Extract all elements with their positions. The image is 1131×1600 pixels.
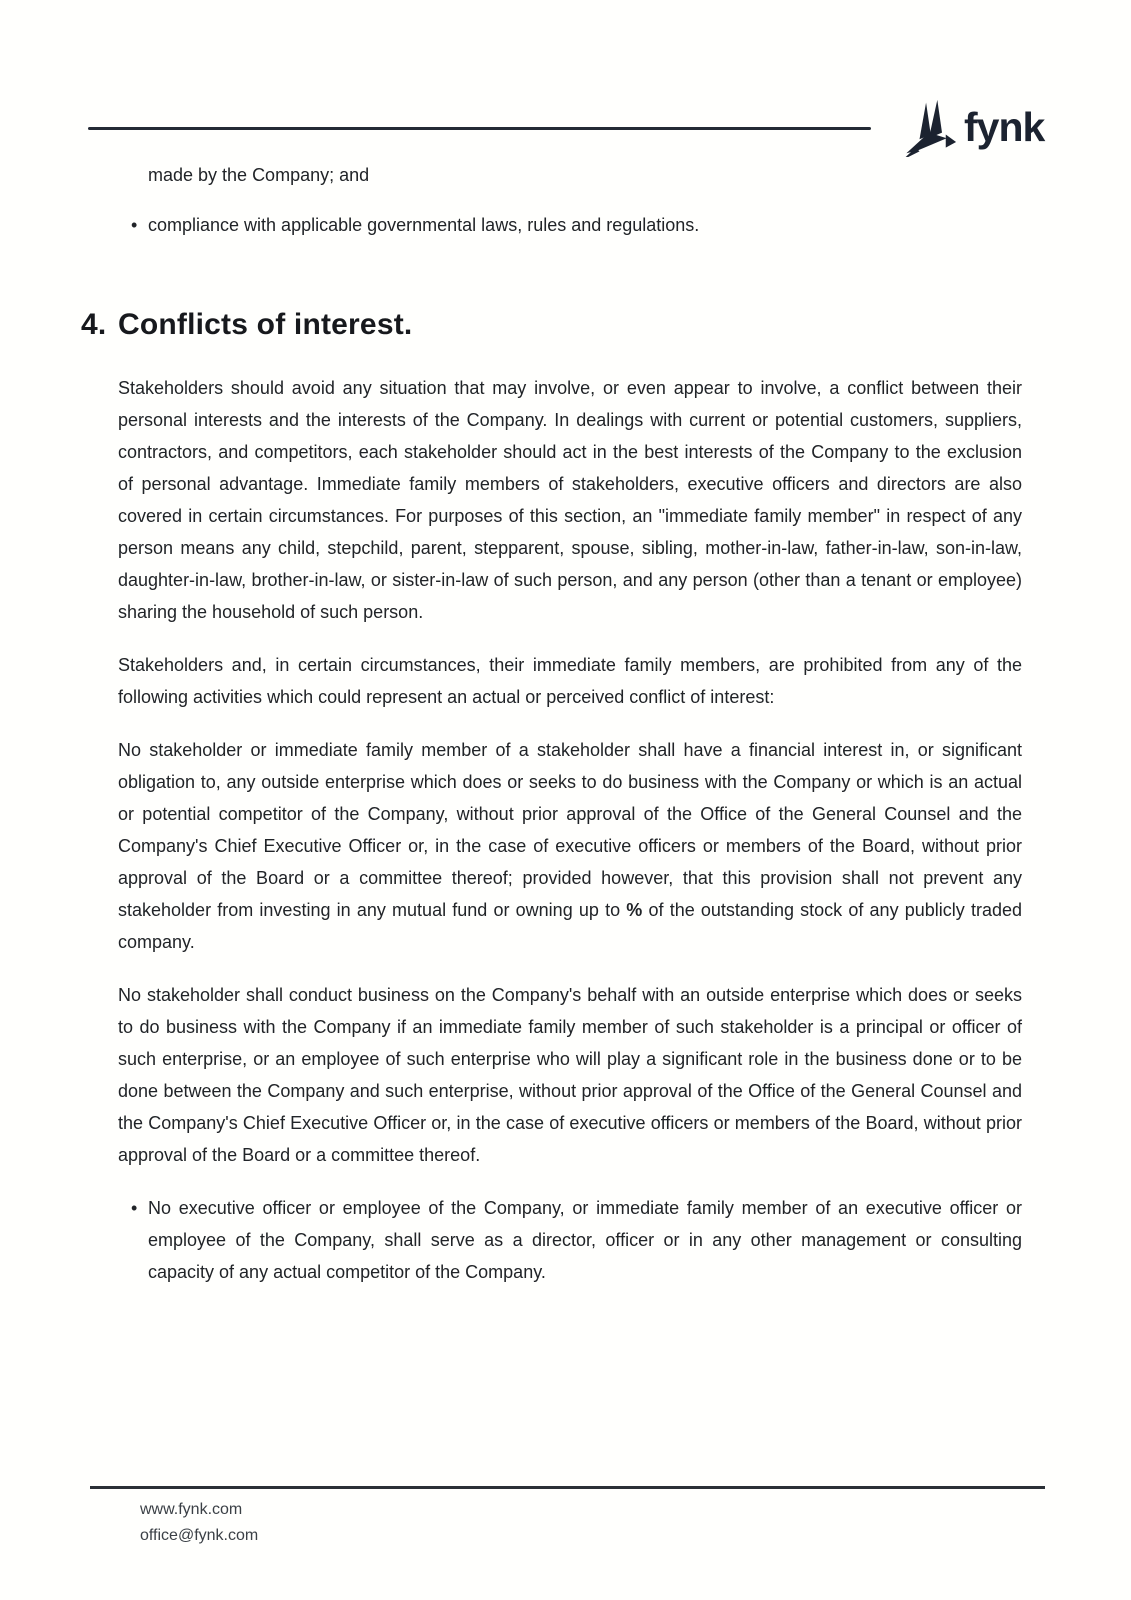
footer-website: www.fynk.com [140, 1501, 243, 1518]
percent-placeholder: % [626, 900, 643, 920]
paragraph-conflicts-3-post: of the outstanding stock of any publicly traded company. [118, 900, 1023, 952]
document-body [81, 159, 1023, 1288]
paragraph-conflicts-1: Stakeholders should avoid any situation that may involve, or even appear to involve, a conflict between their personal interests and the interests of the Company. In dealings with current or potential customers, suppliers, contractors, and competitors, each stakeholder should act in the best interests of the Company to the exclusion of personal advantage. Immediate family members of stakeholders, executive officers and directors are also covered in certain circumstances. For purposes of this section, an "immediate family member" in respect of any person means any child, stepchild, parent, stepparent, spouse, sibling, mother-in-law, father-in-law, son-in-law, daughter-in-law, brother-in-law, or sister-in-law of such person, and any person (other than a tenant or employee) sharing the household of such person. [118, 378, 1022, 622]
fynk-logo [897, 97, 1044, 157]
header-rule [88, 127, 871, 130]
footer-rule [90, 1486, 1045, 1489]
list-item-text: compliance with applicable governmental laws, rules and regulations. [148, 215, 700, 235]
list-item-text: No executive officer or employee of the Company, or immediate family member of an executive officer or employee of the Company, shall serve as a director, officer or in any other management or consulting capacity of any actual competitor of the Company. [148, 1198, 1022, 1282]
bullet-icon: • [131, 215, 138, 235]
section-heading [81, 305, 1022, 345]
page-footer [140, 1497, 258, 1548]
paragraph-conflicts-3-pre: No stakeholder or immediate family member of a stakeholder shall have a financial interest in, or significant obligation to, any outside enterprise which does or seeks to do business with the Company or which is an actual or potential competitor of the Company, without prior approval of the Office of the General Counsel and the Company's Chief Executive Officer or, in the case of executive officers or members of the Board, without prior approval of the Board or a committee thereof; provided however, that this provision shall not prevent any stakeholder from investing in any mutual fund or owning up to [118, 740, 1022, 920]
list-item [131, 1192, 1022, 1288]
list-continuation-text: made by the Company; and [148, 165, 370, 185]
paragraph-conflicts-2: Stakeholders and, in certain circumstances, their immediate family members, are prohibited from any of the following activities which could represent an actual or perceived conflict of interest: [118, 655, 1022, 707]
section-number: 4. [81, 308, 107, 341]
list-item [131, 209, 1022, 241]
logo-wordmark: fynk [964, 104, 1045, 150]
paragraph-conflicts-4: No stakeholder shall conduct business on the Company's behalf with an outside enterprise which does or seeks to do business with the Company if an immediate family member of such stakeholder is a principal or officer of such enterprise, or an employee of such enterprise who will play a significant role in the business done or to be done between the Company and such enterprise, without prior approval of the Office of the General Counsel and the Company's Chief Executive Officer or, in the case of executive officers or members of the Board, without prior approval of the Board or a committee thereof. [118, 985, 1022, 1165]
footer-email: office@fynk.com [140, 1526, 259, 1544]
bullet-icon: • [131, 1198, 138, 1218]
origami-bird-icon [897, 97, 957, 157]
section-title: Conflicts of interest. [118, 308, 413, 341]
paragraph-conflicts-3 [118, 734, 1022, 958]
